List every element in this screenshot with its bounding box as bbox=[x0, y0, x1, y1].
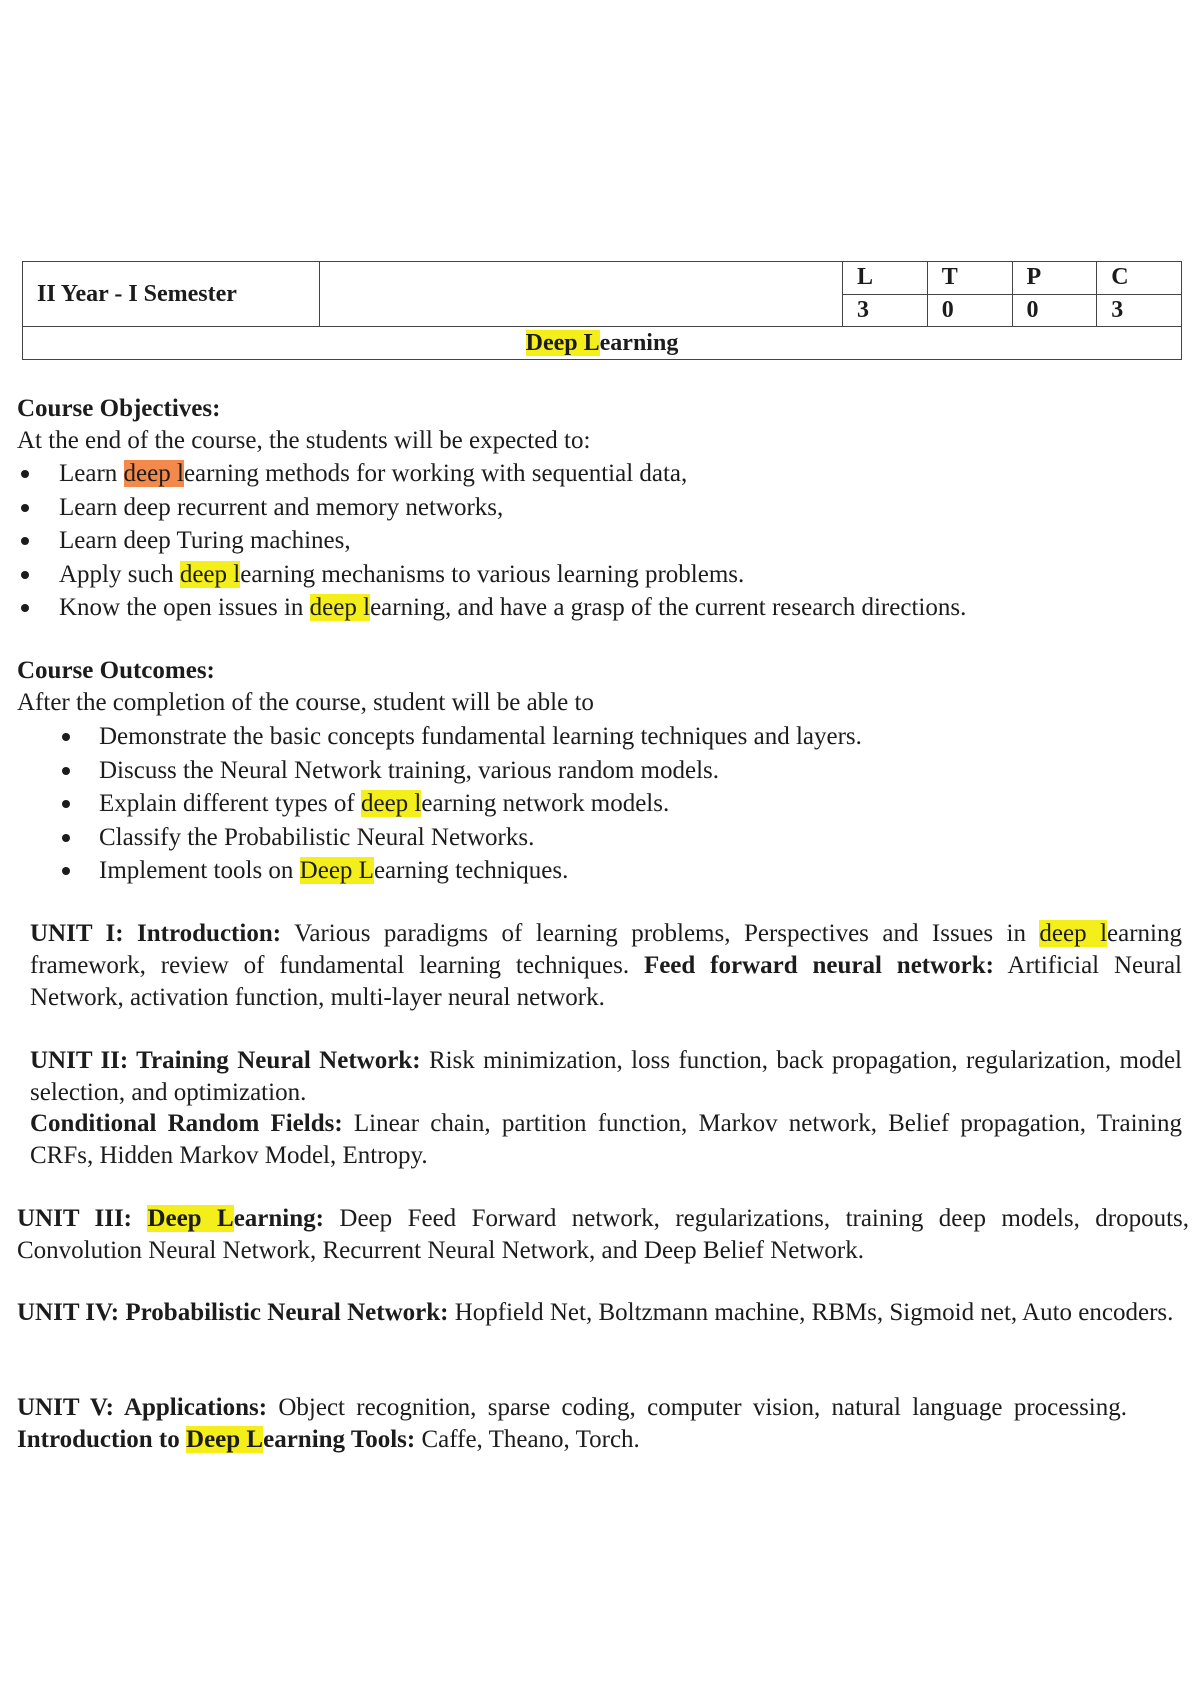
unit-3-label: UNIT III: Deep Learning: bbox=[17, 1205, 324, 1232]
ltpc-value-t: 0 bbox=[927, 294, 1012, 327]
bullet-icon bbox=[21, 537, 29, 545]
year-semester: II Year - I Semester bbox=[23, 262, 320, 327]
ltpc-label-l: L bbox=[843, 262, 928, 295]
objectives-list bbox=[17, 457, 966, 625]
outcomes-intro: After the completion of the course, student will be able to bbox=[17, 689, 594, 716]
bullet-icon bbox=[62, 800, 70, 808]
bullet-icon bbox=[62, 867, 70, 875]
list-item: Classify the Probabilistic Neural Networks. bbox=[58, 821, 862, 855]
outcomes-list bbox=[58, 720, 862, 888]
ltpc-label-p: P bbox=[1012, 262, 1097, 295]
list-item: Explain different types of deep learning network models. bbox=[58, 787, 862, 821]
unit-4-label: UNIT IV: Probabilistic Neural Network: bbox=[17, 1299, 449, 1326]
list-item: Learn deep Turing machines, bbox=[17, 524, 966, 558]
bullet-icon bbox=[21, 504, 29, 512]
unit-4: UNIT IV: Probabilistic Neural Network: Hopfield Net, Boltzmann machine, RBMs, Sigmoid net, Auto encoders. bbox=[17, 1299, 1174, 1326]
list-item: Learn deep learning methods for working with sequential data, bbox=[17, 457, 966, 491]
unit-2-label: UNIT II: Training Neural Network: bbox=[30, 1047, 421, 1074]
bullet-icon bbox=[62, 733, 70, 741]
list-item: Implement tools on Deep Learning techniques. bbox=[58, 854, 862, 888]
course-title bbox=[23, 327, 1182, 360]
bullet-icon bbox=[21, 571, 29, 579]
unit-1: UNIT I: Introduction: Various paradigms of learning problems, Perspectives and Issues in deep learning framework, review of fundamental learning techniques. Feed forward neural network: Artificial Neural Network, activation function, multi-layer neural network. bbox=[30, 920, 1182, 1011]
unit-5-label: UNIT V: Applications: bbox=[17, 1394, 268, 1421]
list-item: Learn deep recurrent and memory networks, bbox=[17, 491, 966, 525]
course-header-table bbox=[22, 261, 1182, 360]
unit-1-label2: Feed forward neural network: bbox=[643, 952, 995, 979]
bullet-icon bbox=[21, 470, 29, 478]
objectives-heading: Course Objectives: bbox=[17, 395, 221, 422]
ltpc-label-c: C bbox=[1097, 262, 1182, 295]
course-title-highlight: Deep L bbox=[525, 329, 600, 356]
list-item: Demonstrate the basic concepts fundamental learning techniques and layers. bbox=[58, 720, 862, 754]
list-item: Know the open issues in deep learning, and have a grasp of the current research directions. bbox=[17, 591, 966, 625]
ltpc-value-p: 0 bbox=[1012, 294, 1097, 327]
list-item: Discuss the Neural Network training, various random models. bbox=[58, 754, 862, 788]
list-item: Apply such deep learning mechanisms to various learning problems. bbox=[17, 558, 966, 592]
ltpc-label-t: T bbox=[927, 262, 1012, 295]
outcomes-heading: Course Outcomes: bbox=[17, 657, 215, 684]
unit-5-label2: Introduction to Deep Learning Tools: bbox=[17, 1426, 416, 1453]
unit-5: UNIT V: Applications: Object recognition, sparse coding, computer vision, natural language processing. Introduction to Deep Learning Tools: Caffe, Theano, Torch. bbox=[17, 1394, 1127, 1453]
ltpc-value-l: 3 bbox=[843, 294, 928, 327]
blank-cell bbox=[320, 262, 843, 327]
ltpc-value-c: 3 bbox=[1097, 294, 1182, 327]
objectives-intro: At the end of the course, the students will be expected to: bbox=[17, 427, 591, 454]
unit-2-crf: Conditional Random Fields: Linear chain, partition function, Markov network, Belief propagation, Training CRFs, Hidden Markov Model, Entropy. bbox=[30, 1110, 1182, 1169]
bullet-icon bbox=[62, 767, 70, 775]
course-title-rest: earning bbox=[599, 329, 679, 356]
bullet-icon bbox=[62, 834, 70, 842]
unit-3: UNIT III: Deep Learning: Deep Feed Forward network, regularizations, training deep models, dropouts, Convolution Neural Network, Recurrent Neural Network, and Deep Belief Network. bbox=[17, 1205, 1190, 1264]
unit-2: UNIT II: Training Neural Network: Risk minimization, loss function, back propagation, regularization, model selection, and optimization. bbox=[30, 1047, 1182, 1106]
bullet-icon bbox=[21, 604, 29, 612]
unit-2-label2: Conditional Random Fields: bbox=[30, 1110, 343, 1137]
unit-1-label: UNIT I: Introduction: bbox=[30, 920, 282, 947]
